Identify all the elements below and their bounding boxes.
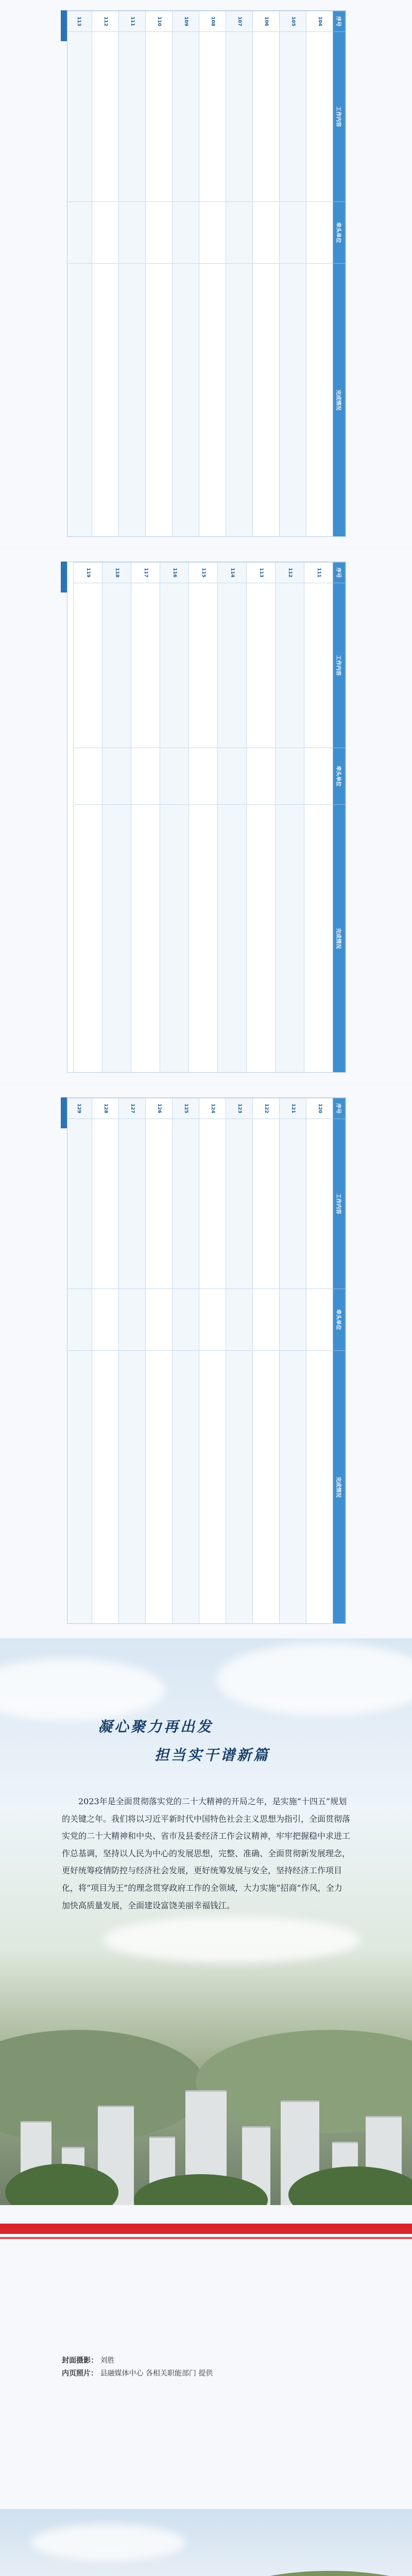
- row-unit: [253, 1289, 280, 1351]
- row-index: 126: [146, 1098, 173, 1119]
- table-row: [92, 11, 119, 537]
- inner-credit: [62, 2367, 213, 2380]
- row-status: [173, 1351, 199, 1624]
- table-marker: [61, 562, 67, 592]
- work-table-1: [67, 11, 346, 537]
- row-status: [226, 1351, 253, 1624]
- work-table-3: [67, 1098, 346, 1624]
- table-row: [253, 11, 280, 537]
- header-unit: 牵头单位: [333, 748, 346, 805]
- row-content: [102, 583, 131, 748]
- row-content: [92, 32, 119, 202]
- slogan-line-1: 凝心聚力再出发: [98, 1718, 214, 1735]
- row-index: 111: [119, 11, 146, 32]
- table-row: [119, 1098, 146, 1624]
- row-unit: [306, 202, 333, 264]
- row-index: 119: [74, 563, 102, 583]
- header-index: 序号: [333, 563, 346, 583]
- row-content: [146, 32, 173, 202]
- inner-credit-label: 内页照片：: [62, 2369, 98, 2378]
- table-row: [173, 1098, 199, 1624]
- row-unit: [189, 748, 218, 805]
- row-index: 120: [306, 1098, 333, 1119]
- row-status: [92, 264, 119, 537]
- row-content: [160, 583, 189, 748]
- table-3-rotator: [67, 1098, 346, 1624]
- row-status: [74, 805, 102, 1073]
- row-index: 105: [280, 11, 306, 32]
- row-index: 104: [306, 11, 333, 32]
- row-content: [67, 32, 92, 202]
- row-status: [304, 805, 333, 1073]
- row-index: 113: [67, 11, 92, 32]
- row-content: [253, 32, 280, 202]
- row-unit: [92, 1289, 119, 1351]
- table-row: [276, 563, 304, 1073]
- row-status: [253, 1351, 280, 1624]
- row-index: 112: [92, 11, 119, 32]
- table-row: [67, 11, 92, 537]
- cloud-decoration: [103, 1917, 360, 1963]
- table-row: [306, 1098, 333, 1624]
- table-page-3: [0, 1087, 412, 1633]
- table-row: [226, 1098, 253, 1624]
- row-unit: [199, 202, 226, 264]
- header-content: 工作内容: [333, 1119, 346, 1289]
- row-status: [146, 264, 173, 537]
- row-unit: [199, 1289, 226, 1351]
- row-index: 106: [253, 11, 280, 32]
- row-unit: [67, 202, 92, 264]
- row-index: 128: [92, 1098, 119, 1119]
- table-row: [146, 1098, 173, 1624]
- row-content: [199, 32, 226, 202]
- row-status: [199, 1351, 226, 1624]
- table-header-row: [333, 1098, 346, 1624]
- table-row: [199, 1098, 226, 1624]
- row-unit: [173, 1289, 199, 1351]
- table-2-frame: [67, 562, 346, 1073]
- row-unit: [102, 748, 131, 805]
- row-content: [226, 32, 253, 202]
- hill-decoration: [185, 2571, 412, 2576]
- row-status: [253, 264, 280, 537]
- cloud-decoration: [31, 2524, 185, 2561]
- row-unit: [92, 202, 119, 264]
- row-unit: [253, 202, 280, 264]
- row-unit: [304, 748, 333, 805]
- row-content: [247, 583, 276, 748]
- row-status: [102, 805, 131, 1073]
- row-unit: [74, 748, 102, 805]
- table-row: [160, 563, 189, 1073]
- row-status: [247, 805, 276, 1073]
- row-index: 115: [189, 563, 218, 583]
- table-2-body: [74, 563, 333, 1073]
- header-content: 工作内容: [333, 32, 346, 202]
- row-status: [173, 264, 199, 537]
- row-index: 112: [276, 563, 304, 583]
- row-content: [189, 583, 218, 748]
- row-index: 129: [67, 1098, 92, 1119]
- row-content: [199, 1119, 226, 1289]
- table-row: [102, 563, 131, 1073]
- cloud-decoration: [0, 1659, 165, 1721]
- row-status: [131, 805, 160, 1073]
- row-index: 107: [226, 11, 253, 32]
- row-status: [92, 1351, 119, 1624]
- city-photo: [0, 1989, 412, 2205]
- table-row: [218, 563, 247, 1073]
- row-content: [74, 583, 102, 748]
- row-content: [253, 1119, 280, 1289]
- row-index: 123: [226, 1098, 253, 1119]
- table-header-row: [333, 563, 346, 1073]
- row-content: [304, 583, 333, 748]
- row-unit: [247, 748, 276, 805]
- row-unit: [280, 202, 306, 264]
- row-index: 109: [173, 11, 199, 32]
- row-content: [173, 1119, 199, 1289]
- row-status: [119, 1351, 146, 1624]
- red-divider-line: [0, 2237, 412, 2239]
- row-content: [306, 32, 333, 202]
- row-content: [280, 1119, 306, 1289]
- row-index: 108: [199, 11, 226, 32]
- row-unit: [67, 1289, 92, 1351]
- table-marker: [61, 1097, 67, 1128]
- row-content: [280, 32, 306, 202]
- photo-credits: [62, 2354, 213, 2380]
- row-content: [218, 583, 247, 748]
- row-status: [119, 264, 146, 537]
- row-unit: [131, 748, 160, 805]
- row-index: 114: [218, 563, 247, 583]
- row-content: [146, 1119, 173, 1289]
- row-unit: [218, 748, 247, 805]
- table-row: [119, 11, 146, 537]
- row-index: 118: [102, 563, 131, 583]
- row-content: [119, 1119, 146, 1289]
- row-unit: [226, 1289, 253, 1351]
- row-unit: [160, 748, 189, 805]
- row-content: [119, 32, 146, 202]
- table-row: [189, 563, 218, 1073]
- table-row: [146, 11, 173, 537]
- row-status: [146, 1351, 173, 1624]
- red-divider-band: [0, 2224, 412, 2234]
- row-index: 127: [119, 1098, 146, 1119]
- row-content: [131, 583, 160, 748]
- row-content: [276, 583, 304, 748]
- table-row: [67, 1098, 92, 1624]
- row-index: 124: [199, 1098, 226, 1119]
- row-unit: [146, 1289, 173, 1351]
- row-unit: [146, 202, 173, 264]
- table-1-frame: [67, 10, 346, 537]
- row-unit: [280, 1289, 306, 1351]
- header-content: 工作内容: [333, 583, 346, 748]
- table-2-rotator: [73, 562, 346, 1073]
- table-row: [226, 11, 253, 537]
- header-index: 序号: [333, 1098, 346, 1119]
- closing-paragraph: 2023年是全面贯彻落实党的二十大精神的开局之年，是实施“十四五”规划的关键之年。我们将以习近平新时代中国特色社会主义思想为指引，全面贯彻落实党的二十大精神和中央、省市及县委经济工作会议精神，牢牢把握稳中求进工作总基调，坚持以人民为中心的发展思想，完整、准确、全面贯彻新发展理念，更好统筹疫情防控与经济社会发展，更好统筹发展与安全，坚持经济工作项目化，将“项目为王”的理念贯穿政府工作的全领域，大力实施“招商”作风，全力加快高质量发展，全面建设富饶美丽幸福钱江。: [62, 1797, 351, 1910]
- row-status: [226, 264, 253, 537]
- row-content: [173, 32, 199, 202]
- table-row: [280, 1098, 306, 1624]
- inner-credit-provided: 提供: [198, 2369, 213, 2378]
- row-index: 110: [146, 11, 173, 32]
- header-unit: 牵头单位: [333, 202, 346, 264]
- cloud-decoration: [216, 1643, 412, 1716]
- header-status: 完成情况: [333, 264, 346, 537]
- table-marker: [61, 10, 67, 41]
- row-unit: [226, 202, 253, 264]
- row-index: 113: [247, 563, 276, 583]
- table-1-rotator: [67, 11, 346, 537]
- row-unit: [276, 748, 304, 805]
- table-row: [131, 563, 160, 1073]
- table-row: [280, 11, 306, 537]
- table-row: [92, 1098, 119, 1624]
- table-row: [253, 1098, 280, 1624]
- row-index: 121: [280, 1098, 306, 1119]
- back-cover-photo: [0, 2509, 412, 2576]
- row-status: [160, 805, 189, 1073]
- row-status: [276, 805, 304, 1073]
- row-index: 116: [160, 563, 189, 583]
- inner-credit-value: 县融媒体中心 各相关职能部门: [100, 2369, 196, 2378]
- row-content: [92, 1119, 119, 1289]
- row-content: [67, 1119, 92, 1289]
- row-content: [306, 1119, 333, 1289]
- table-1-body: [67, 11, 333, 537]
- table-row: [173, 11, 199, 537]
- table-3-frame: [67, 1097, 346, 1624]
- table-row: [74, 563, 102, 1073]
- row-status: [280, 1351, 306, 1624]
- row-status: [306, 264, 333, 537]
- row-status: [189, 805, 218, 1073]
- slogan-line-2: 担当实干谱新篇: [154, 1747, 270, 1764]
- table-row: [199, 11, 226, 537]
- row-content: [226, 1119, 253, 1289]
- row-status: [280, 264, 306, 537]
- row-status: [306, 1351, 333, 1624]
- row-index: 111: [304, 563, 333, 583]
- header-status: 完成情况: [333, 805, 346, 1073]
- closing-spread: [0, 1638, 412, 2205]
- table-row: [306, 11, 333, 537]
- header-unit: 牵头单位: [333, 1289, 346, 1351]
- header-status: 完成情况: [333, 1351, 346, 1624]
- cover-credit-value: 刘胜: [100, 2357, 115, 2365]
- work-table-2: [73, 562, 346, 1073]
- table-page-2: [0, 551, 412, 1082]
- row-status: [199, 264, 226, 537]
- row-status: [67, 264, 92, 537]
- row-index: 122: [253, 1098, 280, 1119]
- cover-credit-label: 封面摄影：: [62, 2357, 98, 2365]
- header-index: 序号: [333, 11, 346, 32]
- row-status: [218, 805, 247, 1073]
- cover-credit: [62, 2354, 213, 2367]
- row-unit: [119, 1289, 146, 1351]
- table-header-row: [333, 11, 346, 537]
- row-index: 125: [173, 1098, 199, 1119]
- row-index: 117: [131, 563, 160, 583]
- table-3-body: [67, 1098, 333, 1624]
- table-row: [247, 563, 276, 1073]
- row-unit: [119, 202, 146, 264]
- row-status: [67, 1351, 92, 1624]
- table-row: [304, 563, 333, 1073]
- row-unit: [306, 1289, 333, 1351]
- row-unit: [173, 202, 199, 264]
- table-page-1: [0, 0, 412, 546]
